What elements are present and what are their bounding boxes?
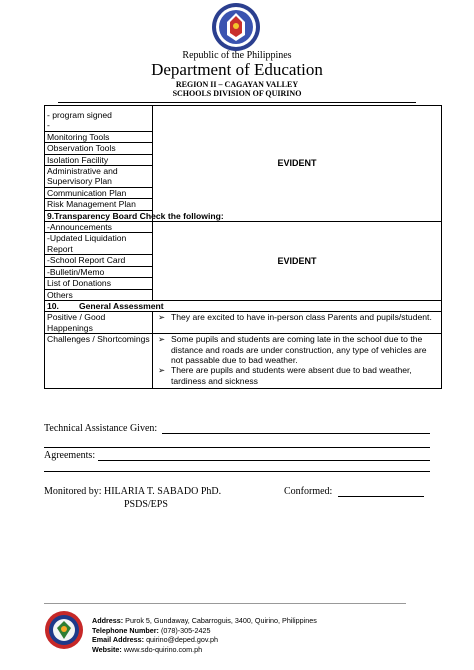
sdo-quirino-seal-logo — [44, 610, 84, 650]
checklist-item: Monitoring Tools — [45, 131, 153, 142]
footer-divider — [44, 603, 406, 604]
agreements-line-2[interactable] — [44, 471, 430, 472]
footer-contact — [92, 616, 317, 654]
arrow-bullet-icon: ➢ — [158, 334, 166, 345]
checklist-item: -School Report Card — [45, 255, 153, 266]
header-divider — [58, 102, 416, 103]
section-10-heading: 10. General Assessment — [45, 300, 442, 311]
checklist-item: - program signed - — [45, 106, 153, 132]
division-line: SCHOOLS DIVISION OF QUIRINO — [172, 89, 302, 98]
region-line: REGION II – CAGAYAN VALLEY — [175, 80, 299, 89]
footer-address: Address: Purok 5, Gundaway, Cabarroguis, 3400, Quirino, Philippines — [92, 616, 317, 625]
checklist-item: Communication Plan — [45, 187, 153, 198]
technical-assistance-label: Technical Assistance Given: — [44, 423, 158, 434]
conformed-label: Conformed: — [284, 486, 333, 497]
monitored-by: Monitored by: HILARIA T. SABADO PhD. — [44, 486, 222, 497]
footer-website: Website: www.sdo-quirino.com.ph — [92, 644, 203, 654]
deped-seal-logo — [211, 2, 261, 52]
monitored-by-title: PSDS/EPS — [124, 499, 168, 510]
positive-content — [153, 312, 442, 334]
checklist-item: -Announcements — [45, 222, 153, 233]
checklist-item: Administrative and Supervisory Plan — [45, 166, 153, 188]
challenges-content — [153, 334, 442, 389]
agreements-label: Agreements: — [44, 450, 96, 461]
bullet-item: ➢ Some pupils and students are coming late in the school due to the distance and roads are under construction, any type of vehicles are not passable due to bad weather. — [158, 334, 427, 365]
technical-assistance-line[interactable] — [162, 433, 430, 434]
arrow-bullet-icon: ➢ — [158, 312, 166, 323]
conformed-line[interactable] — [338, 496, 424, 497]
footer-phone: Telephone Number: (078)-305-2425 — [92, 625, 211, 635]
republic-line: Republic of the Philippines — [182, 50, 292, 61]
positive-label: Positive / Good Happenings — [45, 312, 153, 334]
footer-email: Email Address: quirino@deped.gov.ph — [92, 635, 218, 644]
section-9-heading: 9.Transparency Board Check the following: — [45, 210, 442, 221]
checklist-item: List of Donations — [45, 278, 153, 289]
arrow-bullet-icon: ➢ — [158, 365, 166, 376]
checklist-item: -Updated Liquidation Report — [45, 233, 153, 255]
checklist-item: Isolation Facility — [45, 154, 153, 165]
department-title: Department of Education — [151, 60, 323, 79]
checklist-item: Observation Tools — [45, 143, 153, 154]
bullet-item: ➢ There are pupils and students were absent due to bad weather, tardiness and sickness — [158, 365, 412, 386]
checklist-item: -Bulletin/Memo — [45, 266, 153, 277]
monitoring-table — [44, 105, 442, 389]
checklist-item: Others — [45, 289, 153, 300]
technical-assistance-line-2[interactable] — [44, 447, 430, 448]
bullet-item: ➢ They are excited to have in-person class Parents and pupils/student. — [158, 312, 432, 323]
status-evident-2: EVIDENT — [153, 222, 442, 301]
status-evident-1: EVIDENT — [153, 106, 442, 222]
checklist-item: Risk Management Plan — [45, 199, 153, 210]
agreements-line[interactable] — [98, 460, 430, 461]
challenges-label: Challenges / Shortcomings — [45, 334, 153, 389]
